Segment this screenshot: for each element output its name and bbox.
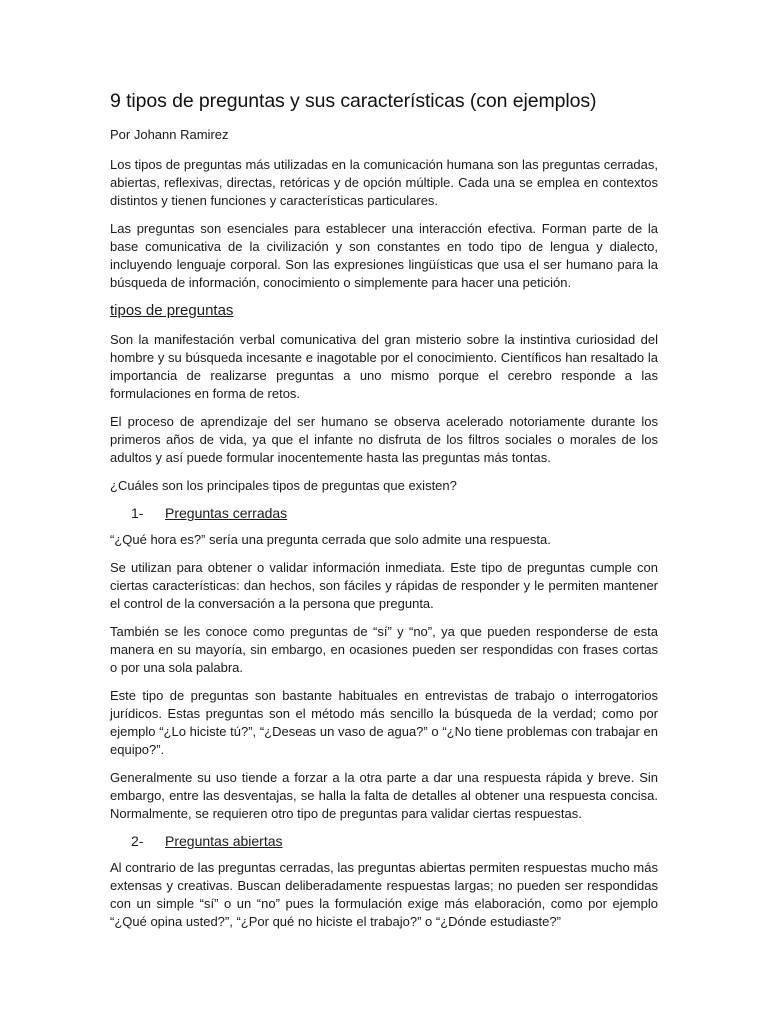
type-paragraph: Generalmente su uso tiende a forzar a la otra parte a dar una respuesta rápida y breve. Sin embargo, entre las desventajas, se halla la falta de detalles al obtener una respuesta concisa. Normalmente, se requieren otro tipo de preguntas para validar ciertas respuestas. [110,770,658,821]
intro-paragraph: Los tipos de preguntas más utilizadas en la comunicación humana son las preguntas cerradas, abiertas, reflexivas, directas, retóricas y de opción múltiple. Cada una se emplea en contextos distintos y tienen funciones y características particulares. [110,157,658,208]
type-paragraph: “¿Qué hora es?” sería una pregunta cerrada que solo admite una respuesta. [110,532,551,547]
section-heading: tipos de preguntas [110,302,234,319]
type-paragraph: Este tipo de preguntas son bastante habituales en entrevistas de trabajo o interrogatorios jurídicos. Estas preguntas son el método más sencillo la búsqueda de la verdad; como por ejemplo “¿Lo hiciste tú?”, “¿Deseas un vaso de agua?” o “¿No tiene problemas con trabajar en equipo?”. [110,688,658,757]
type-paragraph: También se les conoce como preguntas de “sí” y “no”, ya que pueden responderse de esta manera en su mayoría, sin embargo, en ocasiones pueden ser respondidas con frases cortas o por una sola palabra. [110,624,658,675]
question-line: ¿Cuáles son los principales tipos de preguntas que existen? [110,478,457,493]
author-line: Por Johann Ramirez [110,127,229,142]
type-paragraph: Se utilizan para obtener o validar información inmediata. Este tipo de preguntas cumple con ciertas características: dan hechos, son fáciles y rápidas de responder y le permiten mantener el control de la conversación a la persona que pregunta. [110,560,658,611]
type-heading-2 [110,833,658,849]
type-label: Preguntas cerradas [165,505,288,521]
type-label: Preguntas abiertas [165,833,283,849]
type-heading-1 [110,505,658,521]
document-title: 9 tipos de preguntas y sus características (con ejemplos) [110,90,597,112]
section-paragraph: El proceso de aprendizaje del ser humano se observa acelerado notoriamente durante los primeros años de vida, ya que el infante no disfruta de los filtros sociales o morales de los adultos y así puede formular inocentemente hasta las preguntas más tontas. [110,414,658,465]
type-number: 2- [131,833,144,849]
section-paragraph: Son la manifestación verbal comunicativa del gran misterio sobre la instintiva curiosidad del hombre y su búsqueda incesante e inagotable por el conocimiento. Científicos han resaltado la importancia de realizarse preguntas a uno mismo porque el cerebro responde a las formulaciones en forma de retos. [110,332,658,401]
intro-paragraph: Las preguntas son esenciales para establecer una interacción efectiva. Forman parte de la base comunicativa de la civilización y son constantes en todo tipo de lengua y dialecto, incluyendo lenguaje corporal. Son las expresiones lingüísticas que usa el ser humano para la búsqueda de información, conocimiento o simplemente para hacer una petición. [110,221,658,290]
type-paragraph: Al contrario de las preguntas cerradas, las preguntas abiertas permiten respuestas mucho más extensas y creativas. Buscan deliberadamente respuestas largas; no pueden ser respondidas con un simple “sí” o un “no” pues la formulación exige más elaboración, como por ejemplo “¿Qué opina usted?”, “¿Por qué no hiciste el trabajo?” o “¿Dónde estudiaste?” [110,860,658,929]
type-number: 1- [131,505,144,521]
